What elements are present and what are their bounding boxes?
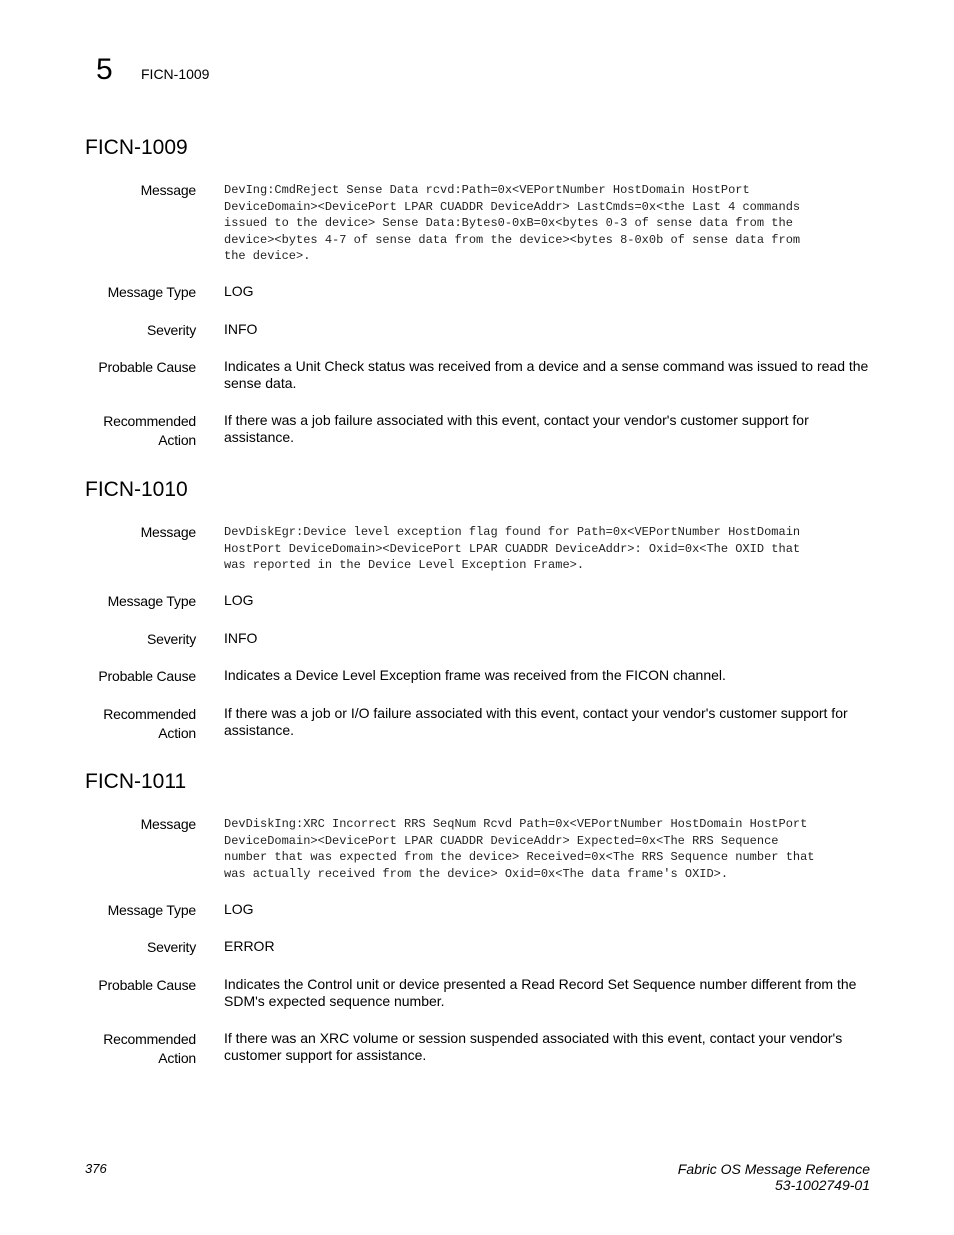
recommended-label-line: Recommended <box>103 413 196 429</box>
recommended-action-value: If there was a job failure associated with this event, contact your vendor's customer support for assistance. <box>224 412 809 445</box>
entry-title: FICN-1010 <box>85 478 188 501</box>
message-label: Message <box>140 816 196 832</box>
probable-cause-label: Probable Cause <box>98 668 196 684</box>
severity-value: INFO <box>224 630 258 646</box>
message-label: Message <box>140 524 196 540</box>
recommended-action-label <box>56 412 196 450</box>
recommended-action-value: If there was an XRC volume or session suspended associated with this event, contact your vendor's customer support for assistance. <box>224 1030 843 1063</box>
message-type-value: LOG <box>224 283 254 299</box>
entry-title: FICN-1009 <box>85 136 188 159</box>
recommended-action-label <box>56 1030 196 1068</box>
recommended-action-value: If there was a job or I/O failure associated with this event, contact your vendor's customer support for assistance. <box>224 705 848 738</box>
probable-cause-value: Indicates a Unit Check status was received from a device and a sense command was issued to read the sense data. <box>224 358 869 391</box>
message-type-value: LOG <box>224 592 254 608</box>
document-number: 53-1002749-01 <box>775 1177 870 1193</box>
severity-value: ERROR <box>224 938 275 954</box>
message-type-label: Message Type <box>107 902 196 918</box>
message-type-label: Message Type <box>107 593 196 609</box>
recommended-label-line: Recommended <box>103 1031 196 1047</box>
message-type-value: LOG <box>224 901 254 917</box>
action-label-line: Action <box>158 725 196 741</box>
recommended-action-label <box>56 705 196 743</box>
message-text: DevIng:CmdReject Sense Data rcvd:Path=0x<VEPortNumber HostDomain HostPort DeviceDomain><DevicePort LPAR CUADDR DeviceAddr> LastCmds=0x<the Last 4 commands issued to the device> Sense Data:Bytes0-0xB=0x<bytes 0-3 of sense data from the device><bytes 4-7 of sense data from the device><bytes 8-0x0b of sense data from the device>. <box>224 183 801 263</box>
probable-cause-value: Indicates a Device Level Exception frame was received from the FICON channel. <box>224 667 726 683</box>
action-label-line: Action <box>158 1050 196 1066</box>
action-label-line: Action <box>158 432 196 448</box>
severity-value: INFO <box>224 321 258 337</box>
probable-cause-label: Probable Cause <box>98 977 196 993</box>
running-header-title: FICN-1009 <box>141 66 210 82</box>
severity-label: Severity <box>147 939 196 955</box>
message-text: DevDiskIng:XRC Incorrect RRS SeqNum Rcvd Path=0x<VEPortNumber HostDomain HostPort DeviceDomain><DevicePort LPAR CUADDR DeviceAddr> Expected=0x<The RRS Sequence number that was expected from the device> Received=0x<The RRS Sequence number that was actually received from the device> Oxid=0x<The data frame's OXID>. <box>224 817 815 881</box>
page-number: 376 <box>85 1161 107 1176</box>
probable-cause-value: Indicates the Control unit or device presented a Read Record Set Sequence number different from the SDM's expected sequence number. <box>224 976 857 1009</box>
message-text: DevDiskEgr:Device level exception flag found for Path=0x<VEPortNumber HostDomain HostPort DeviceDomain><DevicePort LPAR CUADDR DeviceAddr>: Oxid=0x<The OXID that was reported in the Device Level Exception Frame>. <box>224 525 801 572</box>
message-type-label: Message Type <box>107 284 196 300</box>
footer-info <box>678 1161 870 1193</box>
message-label: Message <box>140 182 196 198</box>
probable-cause-label: Probable Cause <box>98 359 196 375</box>
entry-title: FICN-1011 <box>85 770 187 793</box>
book-title: Fabric OS Message Reference <box>677 1161 870 1177</box>
chapter-number: 5 <box>96 53 113 86</box>
recommended-label-line: Recommended <box>103 706 196 722</box>
severity-label: Severity <box>147 631 196 647</box>
severity-label: Severity <box>147 322 196 338</box>
